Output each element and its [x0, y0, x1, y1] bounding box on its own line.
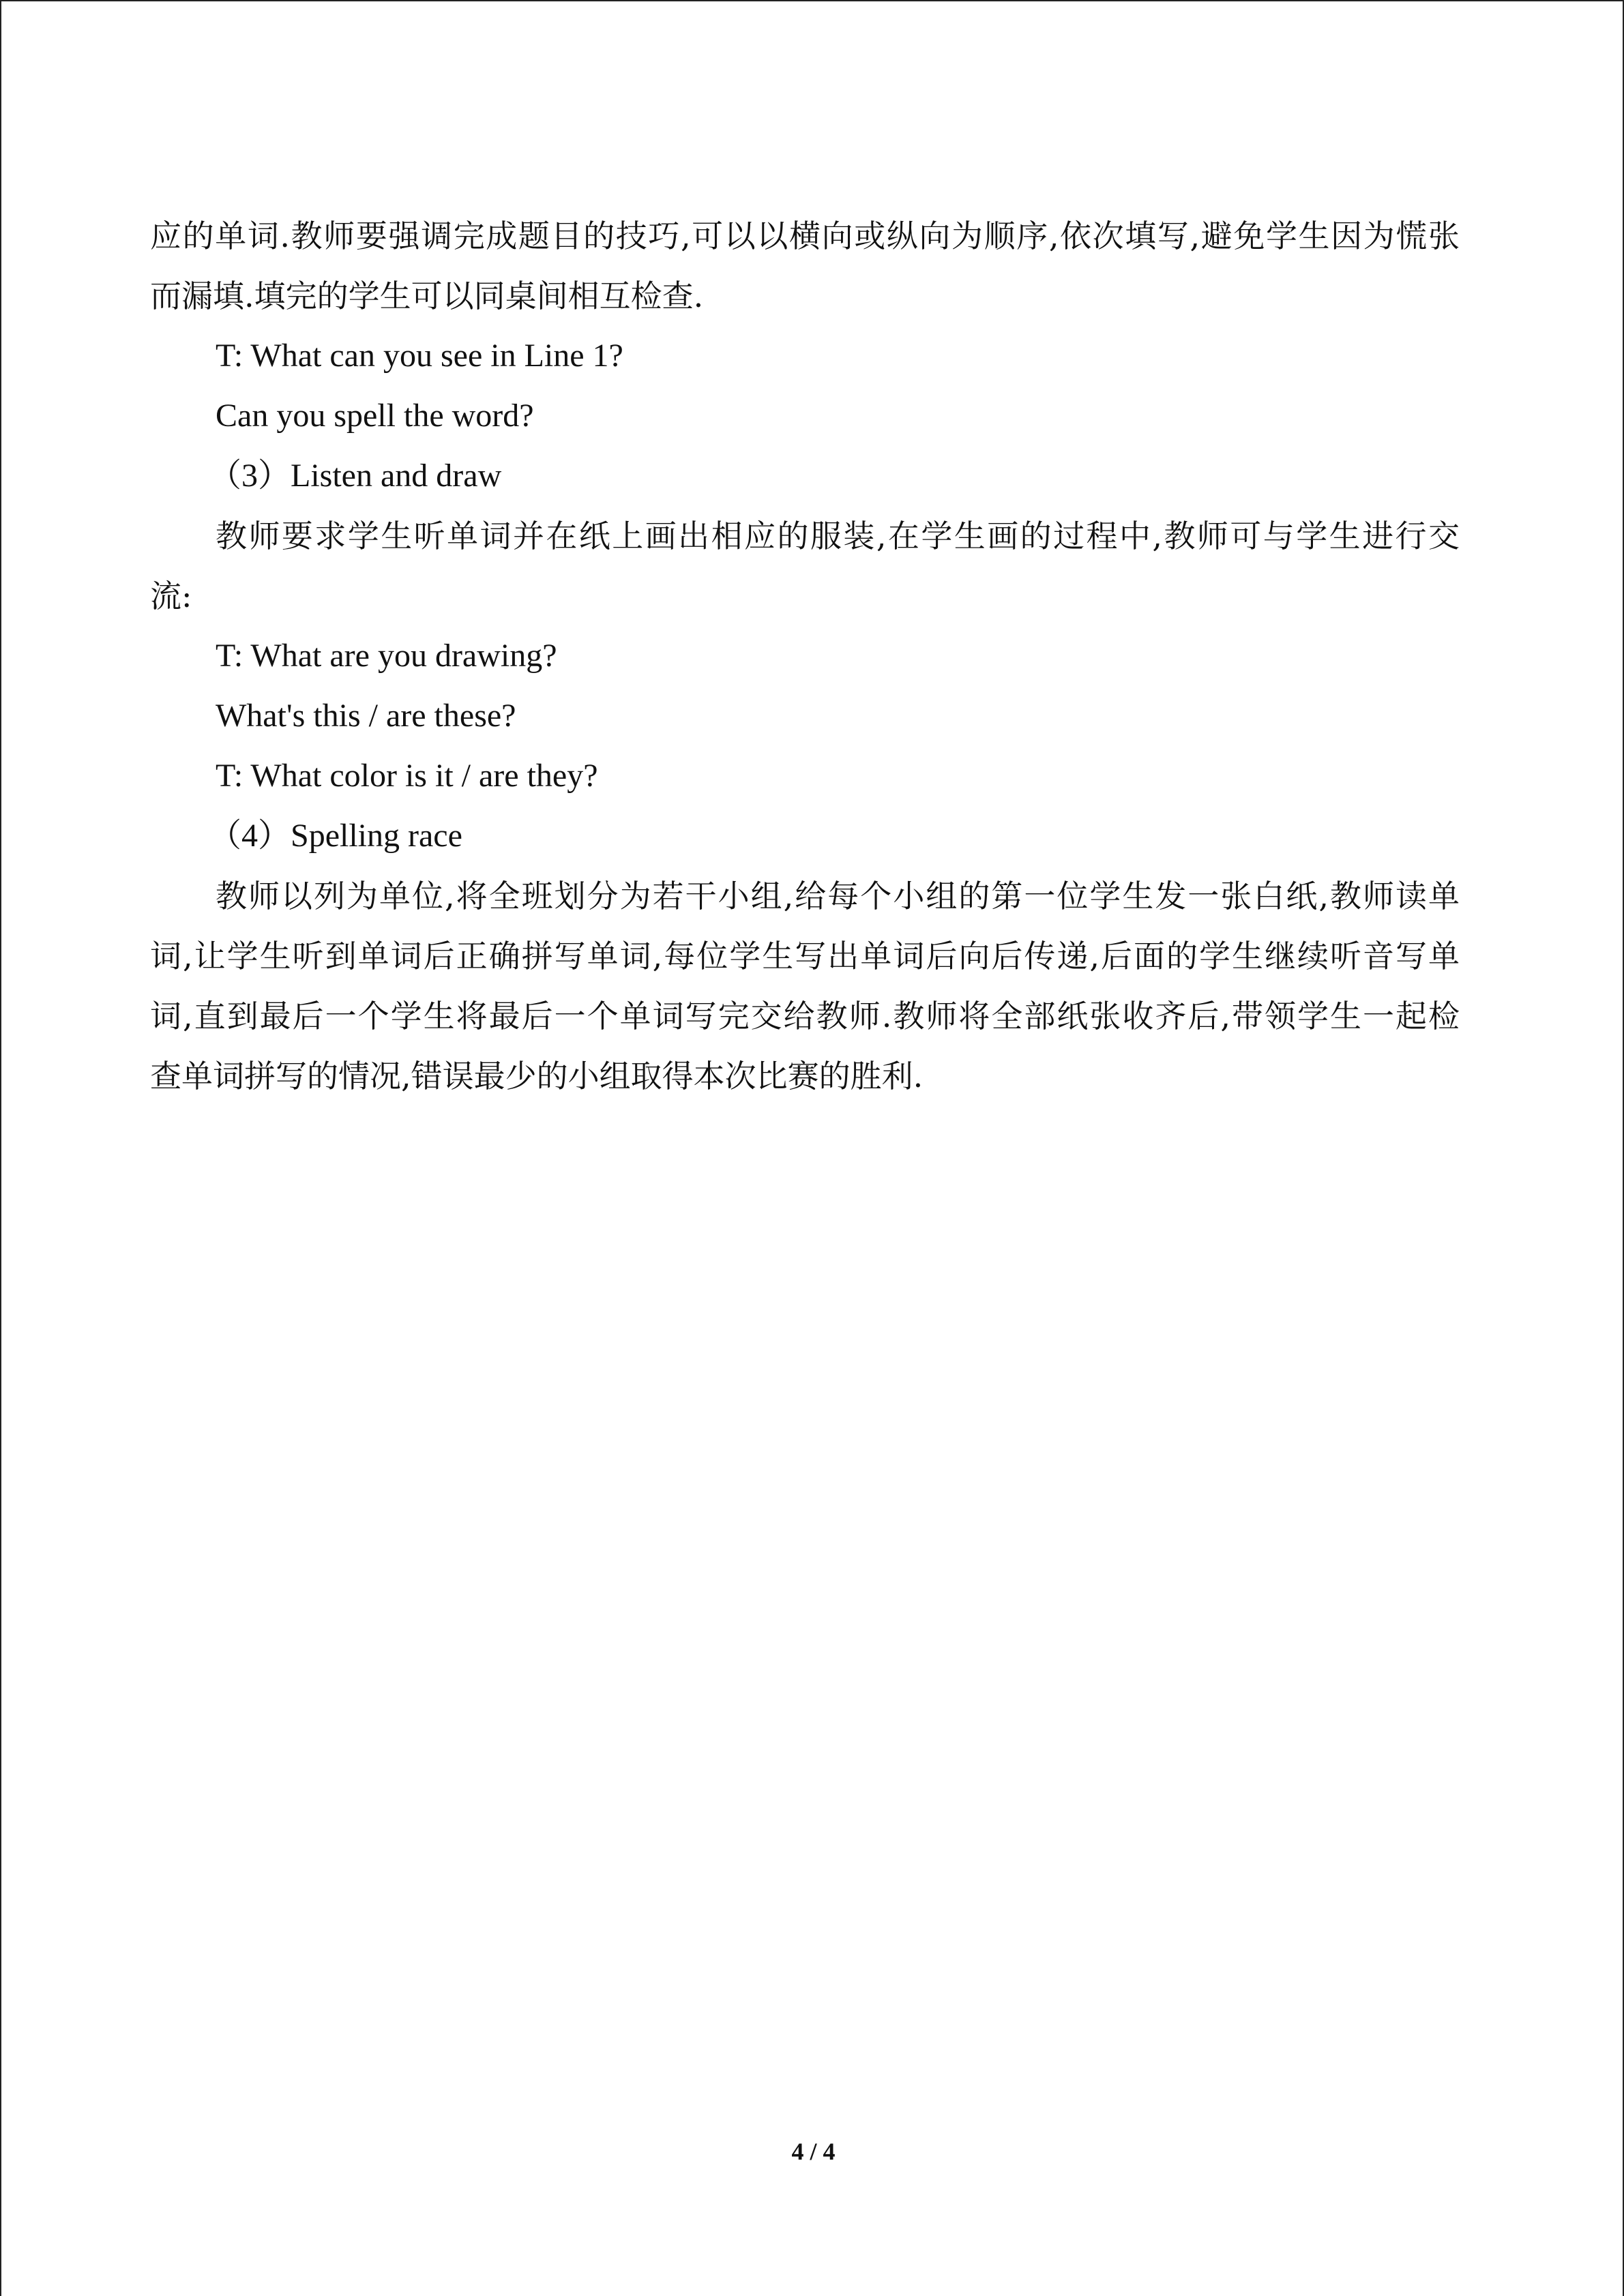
section-heading: （4）Spelling race: [209, 818, 462, 854]
page-number: 4 / 4: [791, 2138, 836, 2165]
paragraph-line: 应的单词.教师要强调完成题目的技巧,可以以横向或纵向为顺序,依次填写,避免学生因为慌张: [150, 218, 1460, 254]
section-heading: （3）Listen and draw: [209, 458, 502, 494]
paragraph-line: 流:: [150, 578, 192, 614]
paragraph-line: 教师以列为单位,将全班划分为若干小组,给每个小组的第一位学生发一张白纸,教师读单: [216, 878, 1460, 914]
paragraph-line: 词,让学生听到单词后正确拼写单词,每位学生写出单词后向后传递,后面的学生继续听音写单: [150, 938, 1460, 974]
dialogue-line: Can you spell the word?: [216, 398, 534, 434]
dialogue-line: T: What color is it / are they?: [216, 758, 598, 794]
dialogue-line: T: What can you see in Line 1?: [216, 338, 623, 374]
paragraph-line: 而漏填.填完的学生可以同桌间相互检查.: [150, 278, 704, 314]
paragraph-line: 教师要求学生听单词并在纸上画出相应的服装,在学生画的过程中,教师可与学生进行交: [216, 518, 1460, 554]
document-body: [150, 206, 1460, 1106]
dialogue-line: What's this / are these?: [216, 698, 516, 734]
dialogue-line: T: What are you drawing?: [216, 638, 557, 674]
paragraph-line: 查单词拼写的情况,错误最少的小组取得本次比赛的胜利.: [150, 1058, 924, 1094]
paragraph-line: 词,直到最后一个学生将最后一个单词写完交给教师.教师将全部纸张收齐后,带领学生一起检: [150, 998, 1460, 1034]
